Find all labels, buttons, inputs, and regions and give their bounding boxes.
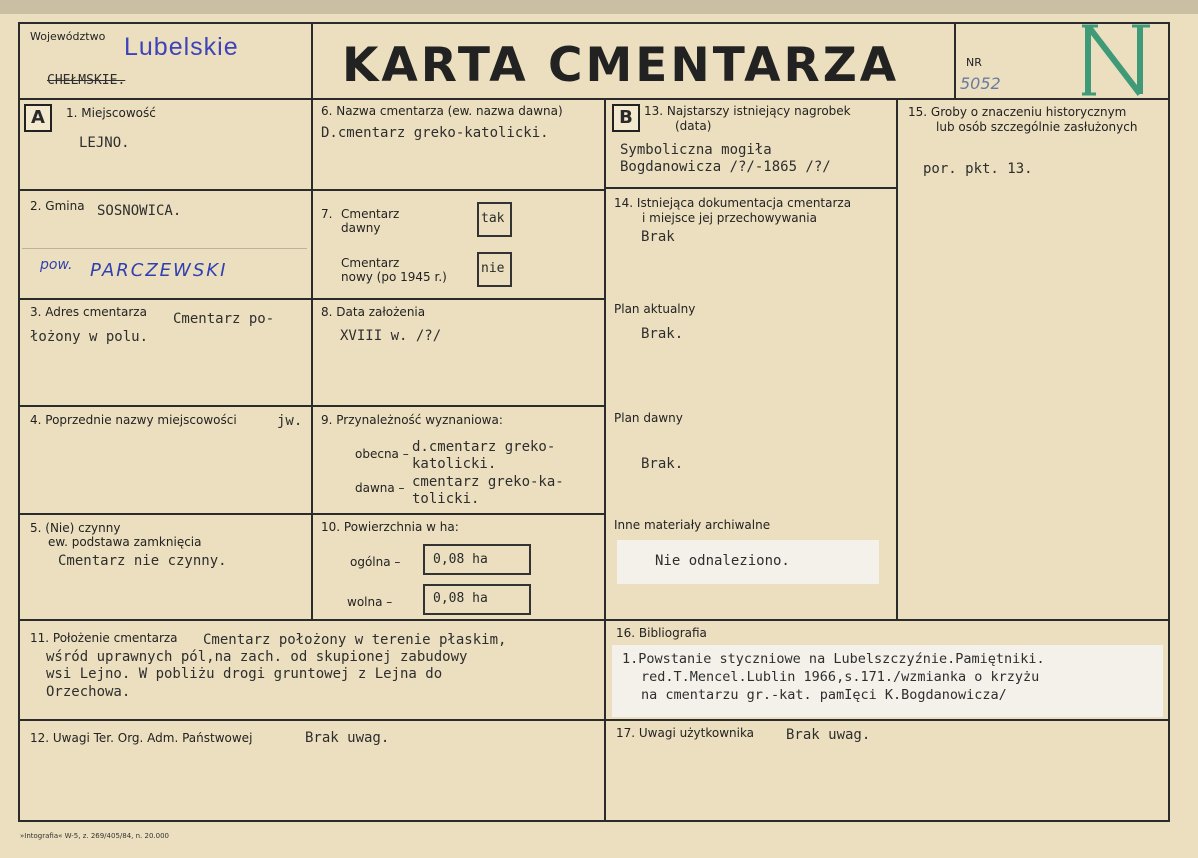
field-7-old-checkbox — [477, 202, 512, 237]
plan-old-label: Plan dawny — [614, 411, 683, 425]
other-materials-label: Inne materiały archiwalne — [614, 518, 771, 532]
field-11-value-line4: Orzechowa. — [46, 684, 131, 700]
field-14-label-line2: i miejsce jej przechowywania — [642, 211, 817, 225]
row-divider-5 — [18, 619, 1170, 621]
printer-imprint: »Intografia« W-5, z. 269/405/84, n. 20.000 — [20, 832, 169, 840]
field-13-label-line2: (data) — [675, 119, 712, 133]
field-7-label: 7. — [321, 207, 333, 221]
field-7-new-label-line2: nowy (po 1945 r.) — [341, 270, 447, 284]
section-a-marker: A — [24, 104, 52, 132]
field-1-value: LEJNO. — [79, 135, 130, 151]
col-divider-1 — [311, 22, 313, 620]
nr-label: NR — [966, 56, 982, 69]
field-9-label: 9. Przynależność wyznaniowa: — [321, 413, 503, 427]
row-divider-3 — [18, 405, 604, 407]
field-10-total-box — [423, 544, 531, 575]
field-2-value: SOSNOWICA. — [97, 203, 182, 219]
powiat-prefix: pow. — [40, 257, 73, 273]
nr-divider — [954, 22, 956, 98]
other-materials-value: Nie odnaleziono. — [655, 553, 790, 569]
field-14-label-line1: 14. Istniejąca dokumentacja cmentarza — [614, 196, 852, 210]
field-13-label-line1: 13. Najstarszy istniejący nagrobek — [644, 104, 851, 118]
field-17-value: Brak uwag. — [786, 727, 871, 743]
field-10-total-value: 0,08 ha — [433, 552, 488, 567]
field-15-value: por. pkt. 13. — [923, 161, 1033, 177]
field-7-new-label-line1: Cmentarz — [341, 256, 400, 270]
gmina-faint-line — [22, 248, 307, 249]
field-15-label-line2: lub osób szczególnie zasłużonych — [936, 120, 1138, 134]
green-n-mark — [1078, 22, 1154, 102]
field-4-value: jw. — [277, 413, 303, 429]
plan-current-label: Plan aktualny — [614, 302, 696, 316]
field-5-value: Cmentarz nie czynny. — [58, 553, 227, 569]
field-6-label: 6. Nazwa cmentarza (ew. nazwa dawna) — [321, 104, 563, 118]
field-12-value: Brak uwag. — [305, 730, 390, 746]
field-7-old-label-line1: Cmentarz — [341, 207, 400, 221]
field-7-old-value: tak — [481, 211, 505, 226]
field-16-label: 16. Bibliografia — [616, 626, 707, 640]
row-divider-1 — [18, 189, 604, 191]
field-3-value-line1: Cmentarz po- — [173, 311, 275, 327]
card-title: KARTA CMENTARZA — [342, 38, 900, 93]
field-12-label: 12. Uwagi Ter. Org. Adm. Państwowej — [30, 731, 253, 745]
row-divider-2 — [18, 298, 604, 300]
field-10-free-box — [423, 584, 531, 615]
field-8-label: 8. Data założenia — [321, 305, 426, 319]
field-9-current-value-line2: katolicki. — [412, 456, 497, 472]
field-9-current-label: obecna – — [355, 447, 409, 461]
field-3-value-line2: łożony w polu. — [30, 329, 149, 345]
field-11-value-line1: Cmentarz położony w terenie płaskim, — [203, 632, 507, 648]
field-14-value: Brak — [641, 229, 675, 245]
field-13-value-line2: Bogdanowicza /?/-1865 /?/ — [620, 159, 831, 175]
old-wojewodztwo: CHEŁMSKIE. — [47, 73, 126, 88]
field-9-current-value-line1: d.cmentarz greko- — [412, 439, 556, 455]
field-10-free-label: wolna – — [347, 595, 393, 609]
field-7-old-label-line2: dawny — [341, 221, 381, 235]
field-7-new-checkbox — [477, 252, 512, 287]
field-16-value-line3: na cmentarzu gr.-kat. pamIęci K.Bogdanowicza/ — [641, 687, 1007, 703]
field-15-label-line1: 15. Groby o znaczeniu historycznym — [908, 105, 1127, 119]
plan-old-value: Brak. — [641, 456, 684, 472]
field-3-label: 3. Adres cmentarza — [30, 305, 147, 319]
field-10-free-value: 0,08 ha — [433, 591, 488, 606]
nr-value: 5052 — [960, 74, 1001, 93]
n-mark-glyph — [1078, 22, 1154, 98]
powiat-value: PARCZEWSKI — [90, 260, 228, 281]
field-16-value-line2: red.T.Mencel.Lublin 1966,s.171./wzmianka o krzyżu — [641, 669, 1040, 685]
field-1-label: 1. Miejscowość — [66, 106, 156, 120]
field-5-label-line1: 5. (Nie) czynny — [30, 521, 121, 535]
plan-current-value: Brak. — [641, 326, 684, 342]
field-10-total-label: ogólna – — [350, 555, 401, 569]
field-11-label: 11. Położenie cmentarza — [30, 631, 178, 645]
field-13-value-line1: Symboliczna mogiła — [620, 142, 772, 158]
field-9-former-label: dawna – — [355, 481, 405, 495]
field-2-label: 2. Gmina — [30, 199, 85, 213]
field-17-label: 17. Uwagi użytkownika — [616, 726, 755, 740]
col-divider-3 — [896, 98, 898, 620]
section-b-marker: B — [612, 104, 640, 132]
field-6-value: D.cmentarz greko-katolicki. — [321, 125, 549, 141]
field-16-value-line1: 1.Powstanie styczniowe na Lubelszczyźnie.Pamiętniki. — [622, 651, 1045, 667]
field-11-value-line3: wsi Lejno. W pobliżu drogi gruntowej z Lejna do — [46, 666, 443, 682]
row-divider-4 — [18, 513, 604, 515]
field-8-value: XVIII w. /?/ — [340, 328, 442, 344]
header-divider — [18, 98, 1170, 100]
field-7-new-value: nie — [481, 261, 505, 276]
field-4-label: 4. Poprzednie nazwy miejscowości — [30, 413, 237, 427]
wojewodztwo-label: Województwo — [30, 30, 106, 43]
field-5-label-line2: ew. podstawa zamknięcia — [48, 535, 202, 549]
top-edge-strip — [0, 0, 1198, 14]
wojewodztwo-stamp: Lubelskie — [124, 33, 239, 61]
field-9-former-value-line2: tolicki. — [412, 491, 480, 507]
field-11-value-line2: wśród uprawnych pól,na zach. od skupionej zabudowy — [46, 649, 468, 665]
row-divider-13 — [604, 187, 896, 189]
col-divider-2 — [604, 98, 606, 822]
field-9-former-value-line1: cmentarz greko-ka- — [412, 474, 564, 490]
row-divider-6 — [18, 719, 1170, 721]
field-10-label: 10. Powierzchnia w ha: — [321, 520, 459, 534]
